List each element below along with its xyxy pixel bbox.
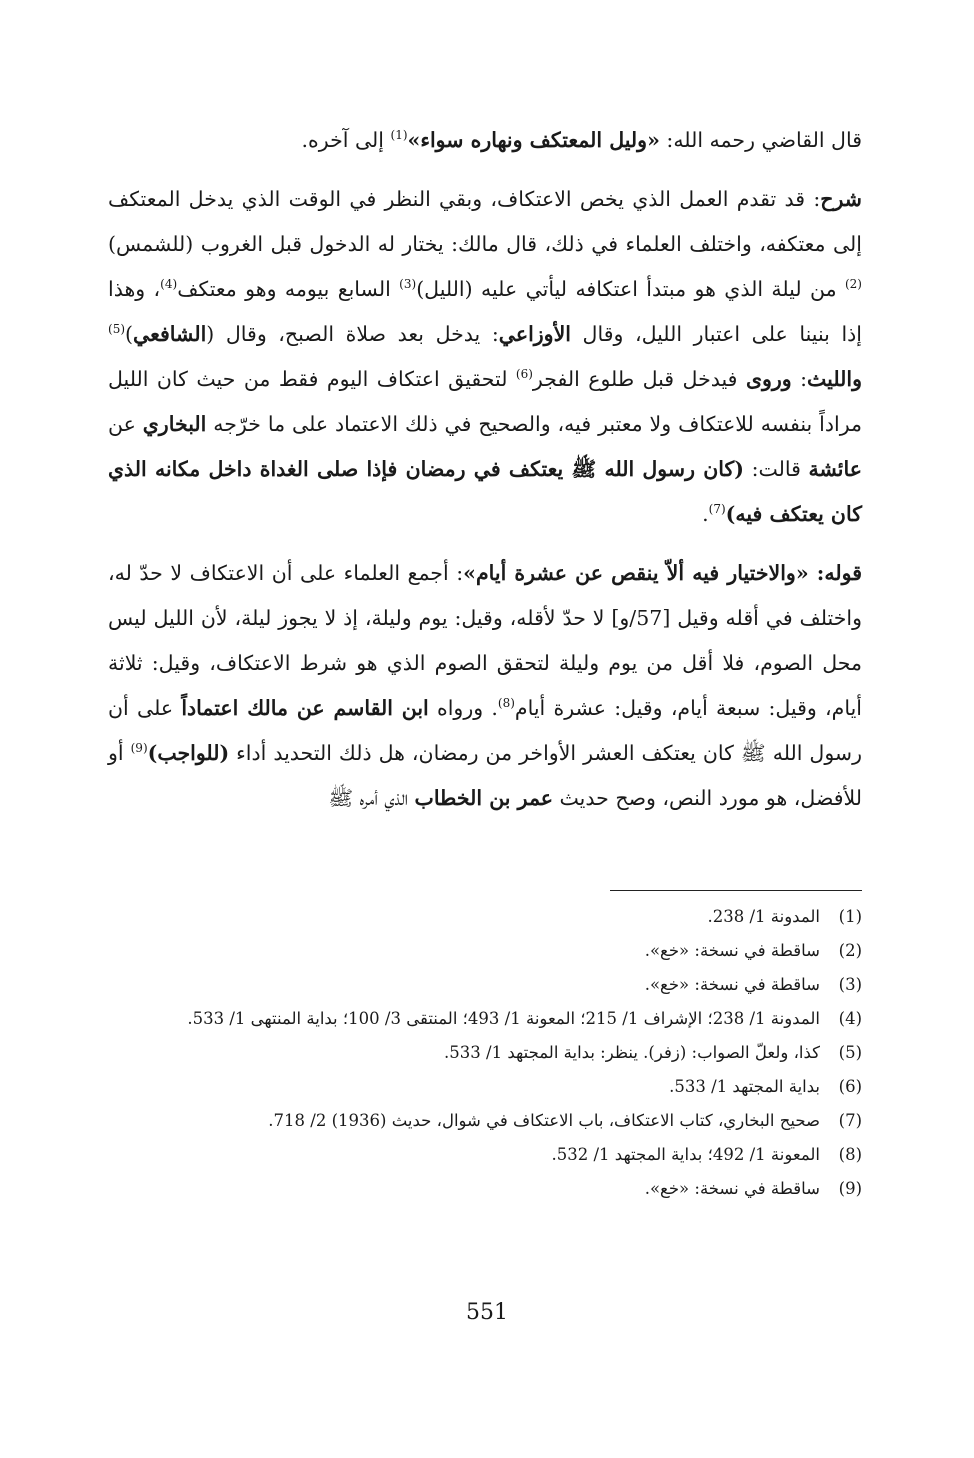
- footnote-number: (8): [838, 1145, 862, 1164]
- text-run: الذي أمره ﷺ: [328, 786, 415, 810]
- footnote-text: المدونة 1/ 238.: [707, 907, 820, 926]
- bold-text: قوله:: [808, 561, 862, 585]
- footnote-ref: (6): [515, 367, 533, 382]
- footnote-text: كذا، ولعلّ الصواب: (زفر). ينظر: بداية المجتهد 1/ 533.: [444, 1043, 820, 1062]
- footnote-item: [108, 1172, 862, 1206]
- bold-text: عمر بن الخطاب: [414, 786, 554, 810]
- text-run: : أجمع العلماء على أن الاعتكاف لا حدّ له، واختلف في أقله وقيل [57/و] لا حدّ لأقله، وقيل: يوم وليلة، إذ لا يجوز ليلة، لأن الليل ليس محل الصوم، فلا أقل من يوم وليلة لتحقق الصوم الذي هو شرط الاعتكاف، وقيل: ثلاثة أيام، وقيل: سبعة أيام، وقيل: عشرة أيام: [108, 561, 862, 720]
- footnote-ref: (9): [130, 741, 148, 756]
- footnote-number: (6): [838, 1077, 862, 1096]
- text-run: من ليلة الذي هو مبتدأ اعتكافه ليأتي عليه (الليل): [416, 277, 845, 301]
- footnote-item: [108, 968, 862, 1002]
- footnote-text: المعونة 1/ 492؛ بداية المجتهد 1/ 532.: [551, 1145, 820, 1164]
- paragraph-3: [108, 551, 862, 821]
- footnotes: [108, 900, 862, 1206]
- bold-text: وروى: [745, 367, 792, 391]
- footnote-number: (5): [838, 1043, 862, 1062]
- footnote-item: [108, 1036, 862, 1070]
- footnote-ref: (2): [844, 277, 862, 292]
- text-run: ، وهذا إذا بنينا على اعتبار الليل، وقال: [108, 277, 862, 346]
- text-run: :: [791, 367, 808, 391]
- footnote-ref: (4): [160, 277, 178, 292]
- text-run: لتحقيق اعتكاف اليوم فقط من حيث كان الليل مراداً بنفسه للاعتكاف ولا معتبر فيه، والصحيح في ذلك الاعتماد على ما خرّجه: [108, 367, 862, 436]
- text-run: .: [702, 502, 709, 526]
- text-run: قالت:: [743, 457, 809, 481]
- footnote-ref: (8): [497, 696, 515, 711]
- footnote-number: (9): [838, 1179, 862, 1198]
- footnote-item: [108, 1104, 862, 1138]
- footnote-text: المدونة 1/ 238؛ الإشراف 1/ 215؛ المعونة 1/ 493؛ المنتقى 3/ 100؛ بداية المنتهى 1/ 533.: [187, 1009, 820, 1028]
- footnote-ref: (5): [108, 322, 126, 337]
- text-run: : يدخل بعد صلاة الصبح، وقال (: [206, 322, 499, 346]
- text-run: أو للأفضل، هو مورد النص، وصح حديث: [108, 741, 862, 810]
- bold-text: (كان رسول الله ﷺ يعتكف في رمضان فإذا صلى الغداة داخل مكانه الذي كان يعتكف فيه): [108, 457, 862, 526]
- bold-text: شرح: [820, 187, 862, 211]
- footnote-ref: (1): [390, 128, 408, 143]
- text-run: : قد تقدم العمل الذي يخص الاعتكاف، وبقي النظر في الوقت الذي يدخل المعتكف إلى معتكفه، واختلف العلماء في ذلك، قال مالك: يختار له الدخول قبل الغروب (للشمس): [108, 187, 862, 256]
- bold-text: البخاري: [142, 412, 207, 436]
- footnote-item: [108, 1070, 862, 1104]
- bold-text: (للواجب): [147, 741, 230, 765]
- footnote-item: [108, 1002, 862, 1036]
- paragraph-1: [108, 118, 862, 163]
- bold-text: الشافعي: [133, 322, 207, 346]
- footnote-text: ساقطة في نسخة: «خع».: [644, 975, 820, 994]
- footnote-number: (7): [838, 1111, 862, 1130]
- bold-text: عائشة: [808, 457, 862, 481]
- paragraph-2: [108, 177, 862, 537]
- bold-text: «وليل المعتكف ونهاره سواء»: [407, 128, 660, 152]
- footnote-text: ساقطة في نسخة: «خع».: [644, 941, 820, 960]
- footnote-item: [108, 900, 862, 934]
- footnote-number: (3): [838, 975, 862, 994]
- footnote-text: ساقطة في نسخة: «خع».: [644, 1179, 820, 1198]
- footnote-number: (4): [838, 1009, 862, 1028]
- bold-text: الأوزاعي: [498, 322, 571, 346]
- text-run: السابع بيومه وهو معتكف: [177, 277, 400, 301]
- main-text: [108, 118, 862, 821]
- footnote-ref: (7): [708, 502, 726, 517]
- bold-text: ابن القاسم عن مالك اعتماداً: [181, 696, 429, 720]
- footnote-item: [108, 1138, 862, 1172]
- footnote-number: (2): [838, 941, 862, 960]
- footnote-item: [108, 934, 862, 968]
- footnote-text: بداية المجتهد 1/ 533.: [669, 1077, 820, 1096]
- text-run: قال القاضي رحمه الله:: [659, 128, 862, 152]
- footnote-number: (1): [838, 907, 862, 926]
- bold-text: والليث: [807, 367, 862, 391]
- text-run: ): [125, 322, 134, 346]
- bold-text: «والاختيار فيه ألاّ ينقص عن عشرة أيام»: [463, 561, 809, 585]
- text-run: فيدخل قبل طلوع الفجر: [532, 367, 746, 391]
- text-run: على أن رسول الله ﷺ كان يعتكف العشر الأواخر من رمضان، هل ذلك التحديد أداء: [108, 696, 862, 765]
- footnote-ref: (3): [399, 277, 417, 292]
- footnote-divider: [610, 890, 862, 891]
- text-run: إلى آخره.: [301, 128, 391, 152]
- text-run: . ورواه: [428, 696, 498, 720]
- footnote-text: صحيح البخاري، كتاب الاعتكاف، باب الاعتكاف في شوال، حديث (1936) 2/ 718.: [268, 1111, 820, 1130]
- text-run: عن: [108, 412, 143, 436]
- page-number: 551: [466, 1300, 508, 1325]
